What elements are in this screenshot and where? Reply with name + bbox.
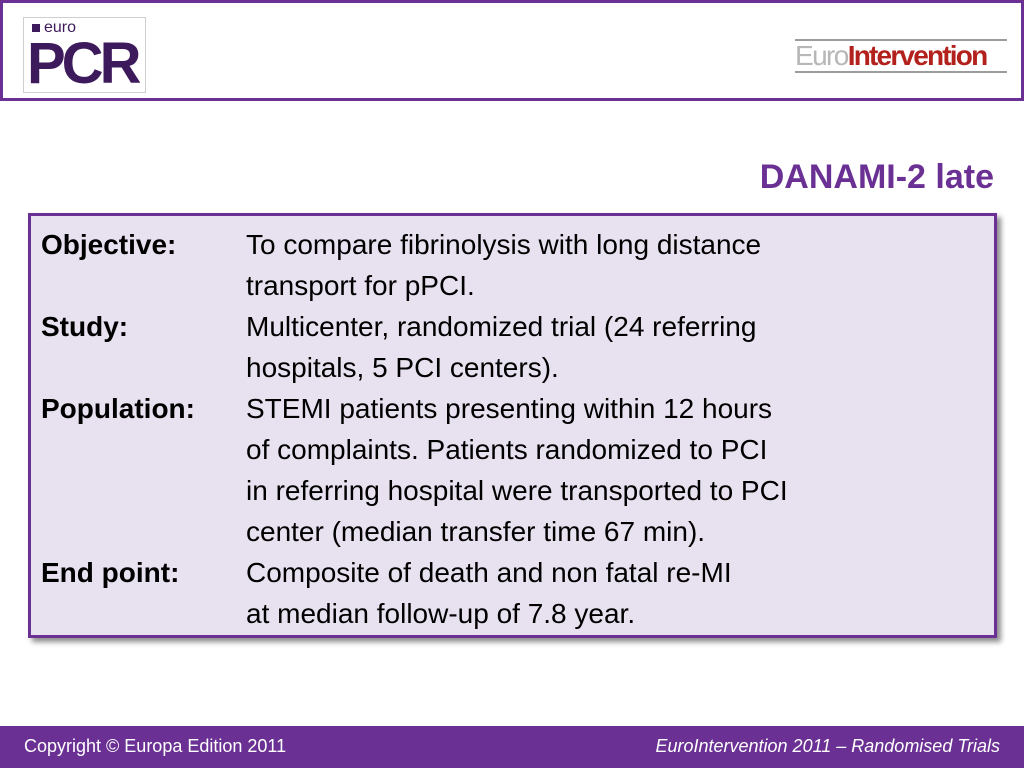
objective-line: To compare fibrinolysis with long distance bbox=[246, 229, 762, 260]
population-text bbox=[246, 388, 946, 552]
logo-ei-euro: Euro bbox=[795, 40, 848, 71]
population-label: Population: bbox=[41, 393, 195, 424]
footer-source: EuroIntervention 2011 – Randomised Trials bbox=[655, 736, 1000, 756]
endpoint-line: Composite of death and non fatal re-MI bbox=[246, 557, 732, 588]
endpoint-line: at median follow-up of 7.8 year. bbox=[246, 598, 636, 629]
logo-euro-text: euro bbox=[44, 19, 77, 36]
endpoint-label: End point: bbox=[41, 557, 180, 588]
logo-pcr-text: PCR bbox=[27, 31, 138, 96]
summary-box bbox=[28, 213, 997, 638]
endpoint-text bbox=[246, 552, 946, 634]
eurointervention-logo bbox=[795, 39, 1007, 73]
footer-band bbox=[0, 726, 1024, 768]
population-line: of complaints. Patients randomized to PCI bbox=[246, 434, 768, 465]
logo-ei-intervention: Intervention bbox=[847, 40, 987, 71]
objective-text bbox=[246, 224, 946, 306]
population-line: center (median transfer time 67 min). bbox=[246, 516, 706, 547]
study-text bbox=[246, 306, 946, 388]
objective-label: Objective: bbox=[41, 229, 177, 260]
study-line: hospitals, 5 PCI centers). bbox=[246, 352, 559, 383]
population-line: STEMI patients presenting within 12 hours bbox=[246, 393, 773, 424]
population-line: in referring hospital were transported to PCI bbox=[246, 475, 788, 506]
slide-title: DANAMI-2 late bbox=[759, 158, 994, 196]
objective-line: transport for pPCI. bbox=[246, 270, 475, 301]
study-label: Study: bbox=[41, 311, 129, 342]
study-line: Multicenter, randomized trial (24 referring bbox=[246, 311, 757, 342]
footer-copyright: Copyright © Europa Edition 2011 bbox=[24, 736, 287, 756]
europcr-logo bbox=[23, 17, 146, 96]
header-band bbox=[0, 0, 1024, 101]
